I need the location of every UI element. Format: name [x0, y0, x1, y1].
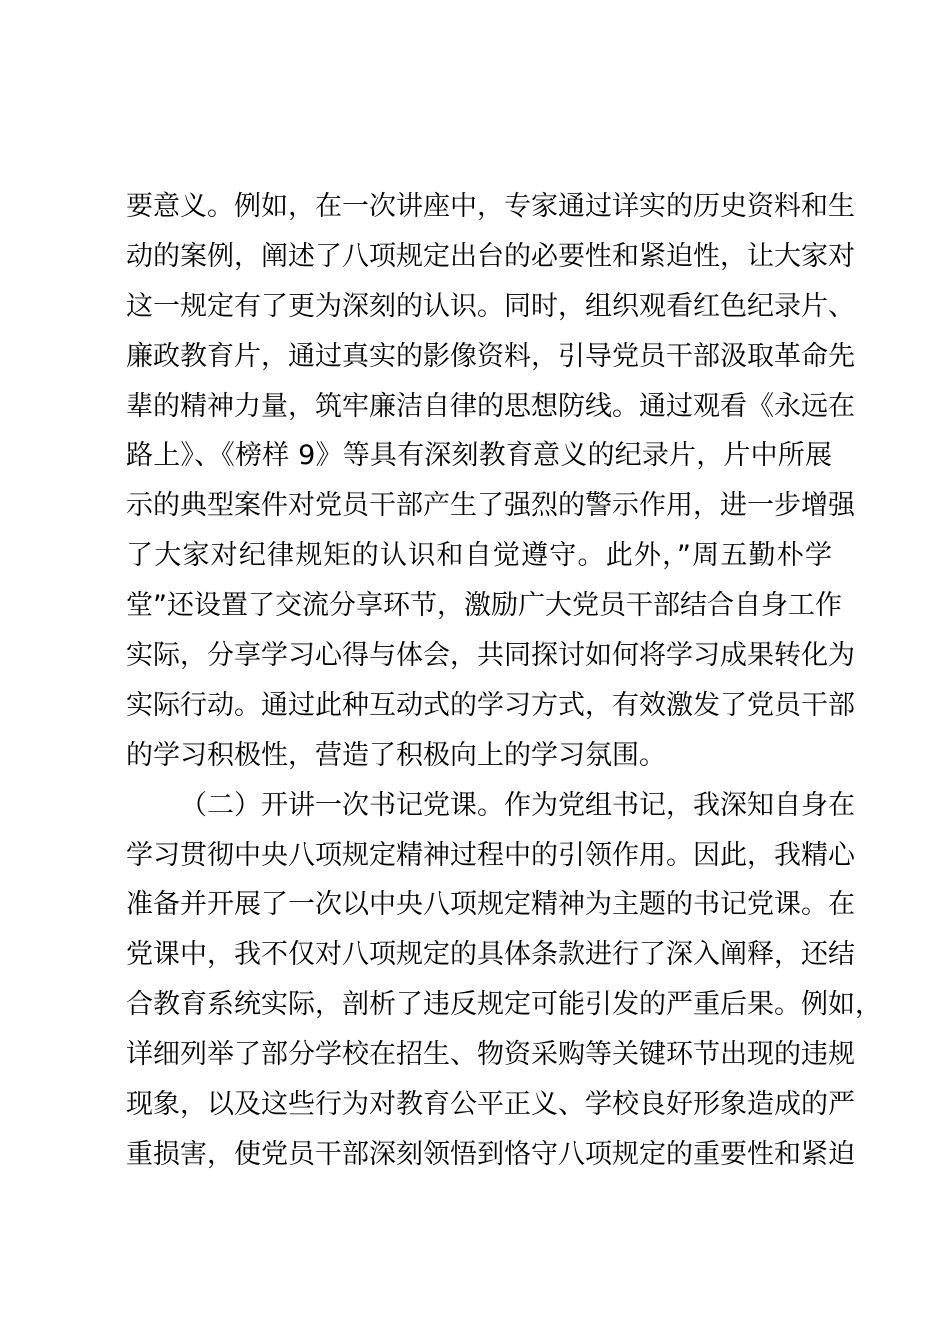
text-line-1: 要意义。例如，在一次讲座中，专家通过详实的历史资料和生 — [126, 191, 855, 222]
text-line-7: 示的典型案件对党员干部产生了强烈的警示作用，进一步增强 — [126, 490, 855, 522]
text-line-3: 这一规定有了更为深刻的认识。同时，组织观看红色纪录片、 — [126, 290, 855, 322]
text-line-13: （二）开讲一次书记党课。作为党组书记，我深知自身在 — [180, 789, 855, 821]
text-line-10: 实际，分享学习心得与体会，共同探讨如何将学习成果转化为 — [126, 640, 855, 672]
body-text — [126, 182, 882, 1180]
text-line-8: 了大家对纪律规矩的认识和自觉遵守。此外，”周五勤朴学 — [126, 540, 832, 572]
text-line-9: 堂”还设置了交流分享环节，激励广大党员干部结合自身工作 — [126, 590, 842, 622]
text-line-14: 学习贯彻中央八项规定精神过程中的引领作用。因此，我精心 — [126, 839, 855, 871]
text-line-12: 的学习积极性，营造了积极向上的学习氛围。 — [126, 739, 666, 771]
text-line-2: 动的案例，阐述了八项规定出台的必要性和紧迫性，让大家对 — [126, 240, 855, 272]
text-line-16: 党课中，我不仅对八项规定的具体条款进行了深入阐释，还结 — [126, 939, 855, 971]
text-line-17: 合教育系统实际，剖析了违反规定可能引发的严重后果。例如， — [126, 989, 882, 1021]
text-line-11: 实际行动。通过此种互动式的学习方式，有效激发了党员干部 — [126, 689, 855, 721]
text-line-15: 准备并开展了一次以中央八项规定精神为主题的书记党课。在 — [126, 889, 855, 921]
text-line-4: 廉政教育片，通过真实的影像资料，引导党员干部汲取革命先 — [126, 340, 855, 372]
text-line-6: 路上》、《榜样 9》等具有深刻教育意义的纪录片，片中所展 — [126, 440, 832, 472]
text-line-5: 辈的精神力量，筑牢廉洁自律的思想防线。通过观看《永远在 — [126, 390, 855, 422]
text-line-20: 重损害，使党员干部深刻领悟到恪守八项规定的重要性和紧迫 — [126, 1138, 855, 1170]
text-line-19: 现象，以及这些行为对教育公平正义、学校良好形象造成的严 — [126, 1089, 855, 1121]
text-line-18: 详细列举了部分学校在招生、物资采购等关键环节出现的违规 — [126, 1039, 855, 1071]
